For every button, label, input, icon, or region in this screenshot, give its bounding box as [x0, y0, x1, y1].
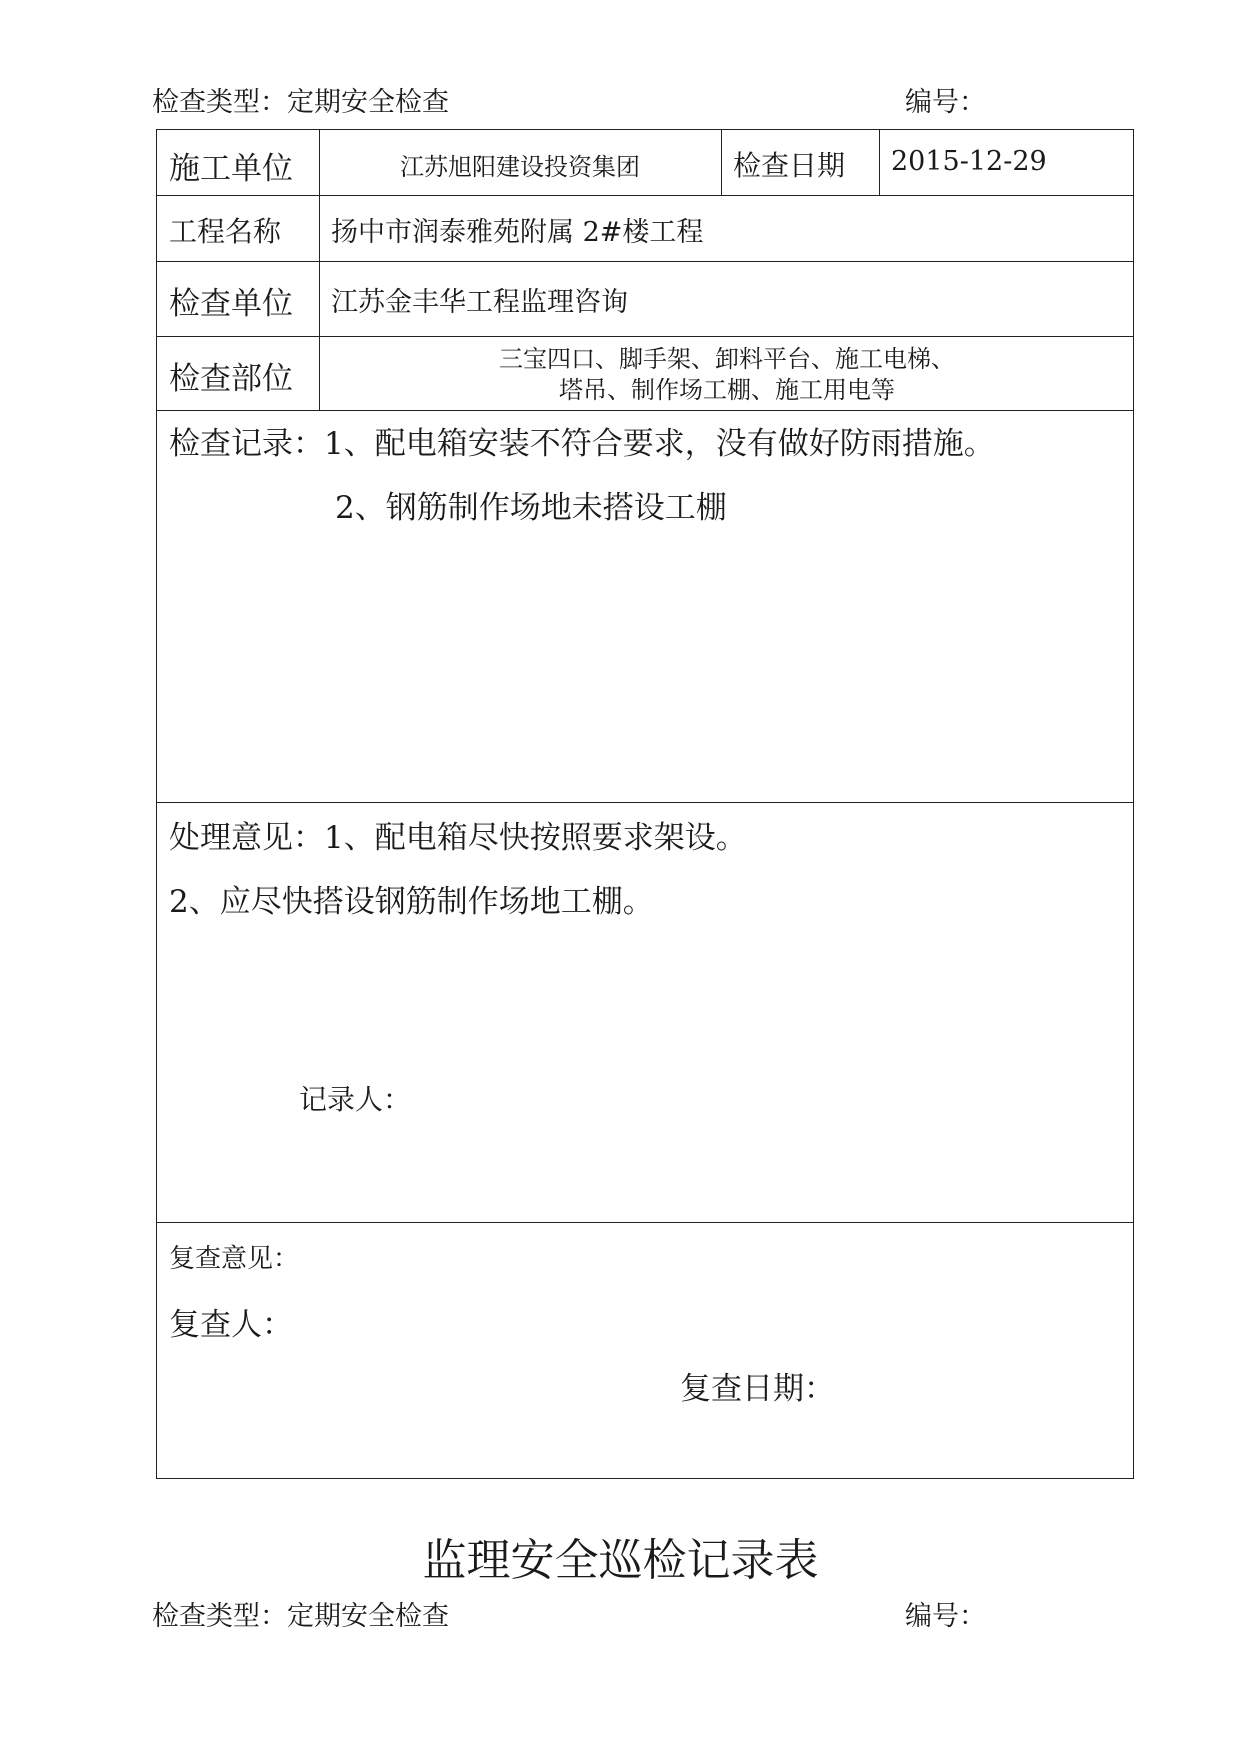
record-label: 检查记录： — [169, 426, 324, 462]
row-divider — [157, 802, 1133, 803]
inspection-area-line1: 三宝四口、脚手架、卸料平台、施工电梯、 — [499, 345, 955, 373]
project-name-label: 工程名称 — [169, 215, 282, 248]
inspection-area-line2: 塔吊、制作场工棚、施工用电等 — [559, 376, 895, 404]
page-title: 监理安全巡检记录表 — [422, 1535, 819, 1586]
project-name-value: 扬中市润泰雅苑附属 2#楼工程 — [331, 217, 704, 248]
row-divider — [157, 195, 1133, 196]
check-type-value-2: 定期安全检查 — [287, 1601, 449, 1632]
record-item-2: 2、钢筋制作场地未搭设工棚 — [335, 490, 727, 526]
row-divider — [157, 410, 1133, 411]
inspection-unit-label: 检查单位 — [169, 286, 293, 322]
reviewer-label: 复查人： — [169, 1307, 293, 1343]
inspection-form — [156, 129, 1134, 1479]
handling-item-2: 2、应尽快搭设钢筋制作场地工棚。 — [169, 884, 654, 920]
record-item-1: 1、配电箱安装不符合要求，没有做好防雨措施。 — [324, 426, 995, 462]
handling-label: 处理意见： — [169, 820, 324, 856]
construction-unit-label: 施工单位 — [169, 151, 293, 187]
check-type-label: 检查类型： — [152, 87, 287, 118]
check-type-value: 定期安全检查 — [287, 87, 449, 118]
handling-item-1: 1、配电箱尽快按照要求架设。 — [324, 820, 747, 856]
column-divider — [721, 130, 722, 195]
check-type-header — [152, 80, 449, 119]
column-divider — [879, 130, 880, 195]
number-label: 编号： — [905, 87, 986, 118]
review-date-label: 复查日期： — [680, 1371, 835, 1407]
construction-unit-value: 江苏旭阳建设投资集团 — [400, 153, 640, 181]
handling-opinion — [169, 806, 747, 870]
row-divider — [157, 1222, 1133, 1223]
check-date-label: 检查日期 — [733, 149, 846, 182]
inspection-area-label: 检查部位 — [169, 361, 293, 397]
number-label-2: 编号： — [905, 1601, 986, 1632]
inspection-unit-value: 江苏金丰华工程监理咨询 — [331, 287, 628, 318]
recorder-label: 记录人： — [299, 1083, 412, 1116]
review-opinion-label: 复查意见： — [169, 1244, 300, 1274]
check-type-label-2: 检查类型： — [152, 1601, 287, 1632]
row-divider — [157, 261, 1133, 262]
check-date-value: 2015-12-29 — [891, 146, 1047, 177]
row-divider — [157, 336, 1133, 337]
check-type-header-2 — [152, 1594, 449, 1633]
inspection-record — [169, 412, 995, 476]
